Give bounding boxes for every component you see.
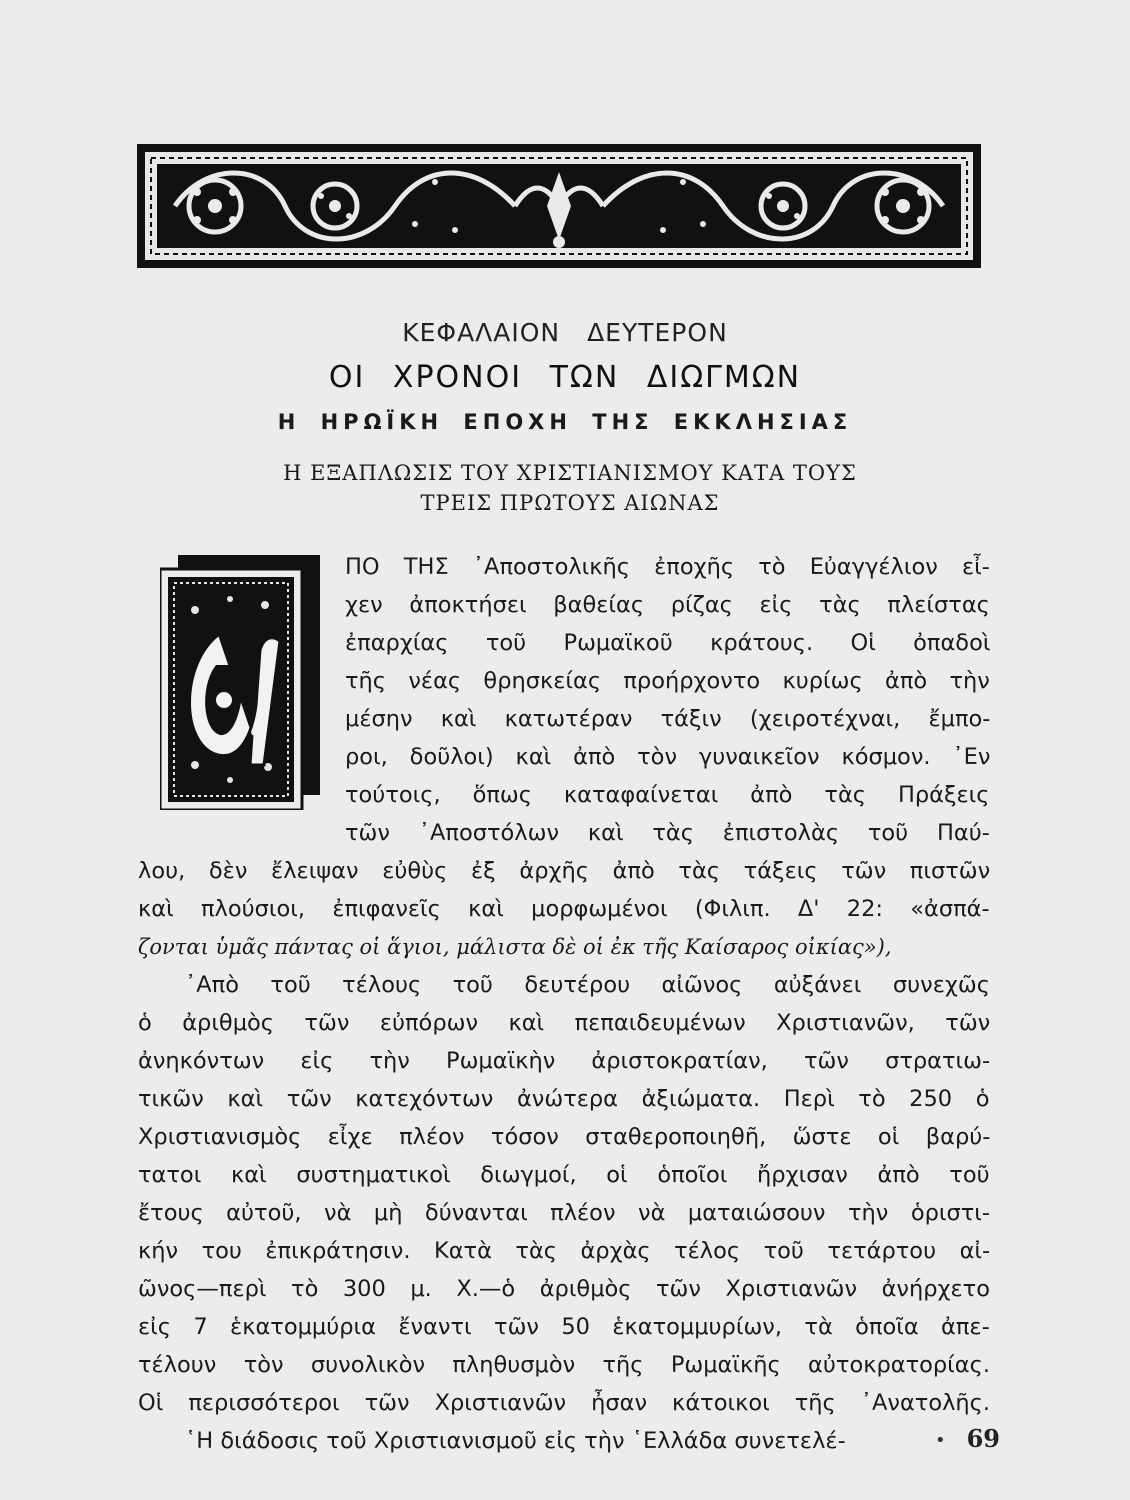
body-text-line: Χριστιανισμὸς εἶχε πλέον τόσον σταθεροποιηθῆ, ὥστε οἱ βαρύ-: [138, 1124, 991, 1150]
chapter-label: ΚΕΦΑΛΑΙΟΝ ΔΕΥΤΕΡΟΝ: [402, 318, 728, 347]
body-text-line: ῾Η διάδοσις τοῦ Χριστιανισμοῦ εἰς τὴν ῾Ελλάδα συνετελέ-: [185, 1428, 846, 1454]
body-text-line: ζονται ὑμᾶς πάντας οἱ ἅγιοι, μάλιστα δὲ οἱ ἐκ τῆς Καίσαρος οἰκίας»),: [138, 935, 892, 959]
body-text-line: εἰς 7 ἑκατομμύρια ἔναντι τῶν 50 ἑκατομμυρίων, τὰ ὁποῖα ἀπε-: [138, 1314, 990, 1340]
ornamental-header-band: [135, 142, 983, 270]
body-text-line: τικῶν καὶ τῶν κατεχόντων ἀνώτερα ἀξιώματα. Περὶ τὸ 250 ὁ: [138, 1086, 990, 1112]
section-title-line-1: Η ΕΞΑΠΛΩΣΙΣ ΤΟΥ ΧΡΙΣΤΙΑΝΙΣΜΟΥ ΚΑΤΑ ΤΟΥΣ: [283, 461, 857, 485]
chapter-title: ΟΙ ΧΡΟΝΟΙ ΤΩΝ ΔΙΩΓΜΩΝ: [328, 360, 802, 395]
section-title: [190, 458, 950, 518]
body-text-line: ροι, δοῦλοι) καὶ ἀπὸ τὸν γυναικεῖον κόσμον. ᾿Εν: [345, 744, 991, 770]
body-text-line: μέσην καὶ κατωτέραν τάξιν (χειροτέχναι, ἔμπο-: [345, 706, 991, 732]
body-text-line: ἔτους αὐτοῦ, νὰ μὴ δύνανται πλέον νὰ ματαιώσουν τὴν ὁριστι-: [138, 1200, 991, 1226]
body-text-line: ἐπαρχίας τοῦ Ρωμαϊκοῦ κράτους. Οἱ ὀπαδοὶ: [345, 630, 991, 656]
body-text-line: ᾿Απὸ τοῦ τέλους τοῦ δευτέρου αἰῶνος αὐξάνει συνεχῶς: [185, 972, 990, 998]
body-text-line: ΠΟ ΤΗΣ ᾿Αποστολικῆς ἐποχῆς τὸ Εὐαγγέλιον εἶ-: [345, 554, 990, 580]
page-number: 69: [966, 1424, 1000, 1453]
section-title-line-2: ΤΡΕΙΣ ΠΡΩΤΟΥΣ ΑΙΩΝΑΣ: [420, 491, 720, 515]
body-text-line: λου, δὲν ἔλειψαν εὐθὺς ἐξ ἀρχῆς ἀπὸ τὰς τάξεις τῶν πιστῶν: [138, 858, 991, 884]
body-text-line: καὶ πλούσιοι, ἐπιφανεῖς καὶ μορφωμένοι (Φιλιπ. Δ' 22: «ἀσπά-: [138, 896, 990, 922]
body-text-line: ὁ ἀριθμὸς τῶν εὐπόρων καὶ πεπαιδευμένων Χριστιανῶν, τῶν: [138, 1010, 991, 1036]
body-text-line: τῶν ᾿Αποστόλων καὶ τὰς ἐπιστολὰς τοῦ Παύ-: [345, 820, 990, 846]
body-text-line: Οἱ περισσότεροι τῶν Χριστιανῶν ἦσαν κάτοικοι τῆς ᾿Ανατολῆς.: [138, 1390, 991, 1416]
body-text-line: χεν ἀποκτήσει βαθείας ρίζας εἰς τὰς πλείστας: [345, 592, 990, 618]
chapter-subtitle: Η ΗΡΩΪΚΗ ΕΠΟΧΗ ΤΗΣ ΕΚΚΛΗΣΙΑΣ: [277, 410, 853, 434]
body-text-line: τέλουν τὸν συνολικὸν πληθυσμὸν τῆς Ρωμαϊκῆς αὐτοκρατορίας.: [138, 1352, 990, 1378]
body-text-line: ῶνος—περὶ τὸ 300 μ. Χ.—ὁ ἀριθμὸς τῶν Χριστιανῶν ἀνήρχετο: [138, 1276, 990, 1302]
body-text-line: τούτοις, ὅπως καταφαίνεται ἀπὸ τὰς Πράξεις: [345, 782, 990, 808]
page-marker-dot: •: [935, 1430, 946, 1451]
body-text-line: κήν του ἐπικράτησιν. Κατὰ τὰς ἀρχὰς τέλος τοῦ τετάρτου αἰ-: [138, 1238, 991, 1264]
decorative-initial-alpha: [160, 555, 320, 810]
body-text-line: τατοι καὶ συστηματικοὶ διωγμοί, οἱ ὁποῖοι ἤρχισαν ἀπὸ τοῦ: [138, 1162, 990, 1188]
body-text-line: ἀνηκόντων εἰς τὴν Ρωμαϊκὴν ἀριστοκρατίαν, τῶν στρατιω-: [138, 1048, 991, 1074]
body-text-line: τῆς νέας θρησκείας προήρχοντο κυρίως ἀπὸ τὴν: [345, 668, 990, 694]
